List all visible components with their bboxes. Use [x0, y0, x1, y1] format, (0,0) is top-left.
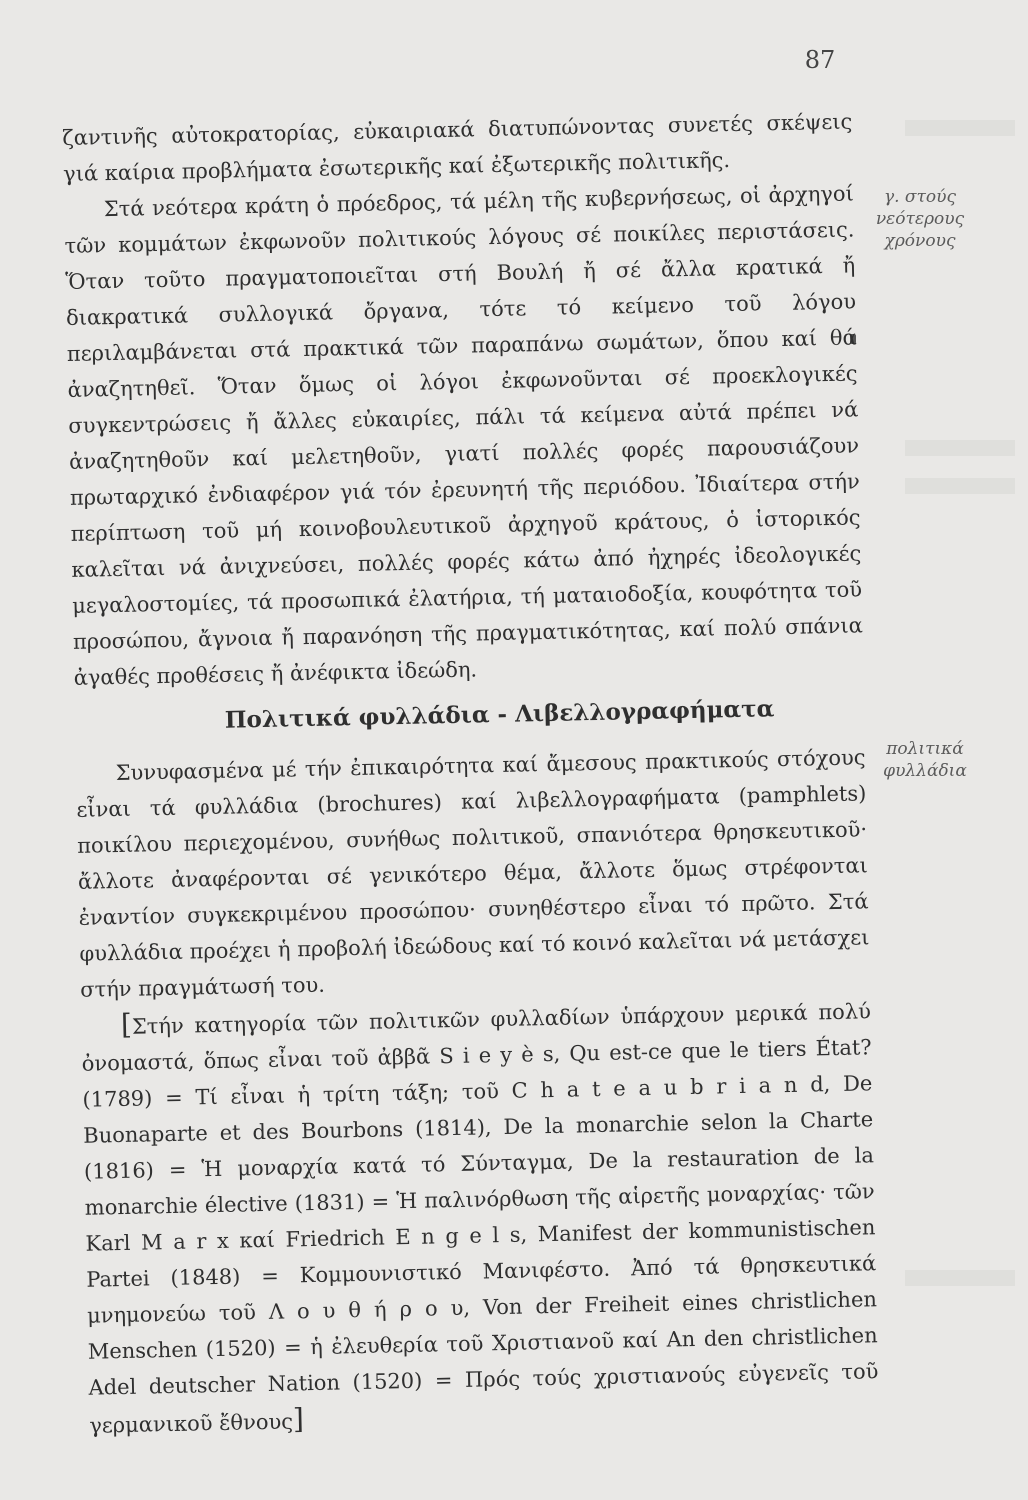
bleed-through-mark — [905, 1270, 1015, 1286]
margin-note-line: πολιτικά — [886, 739, 964, 759]
bleed-through-mark — [905, 120, 1015, 136]
margin-note-modern-times — [850, 186, 990, 252]
section-heading: Πολιτικά φυλλάδια - Λιβελλογραφήματα — [224, 695, 775, 734]
bleed-through-mark — [905, 440, 1015, 456]
paragraph-pamphlets-examples: [ Στήν κατηγορία τῶν πολιτικῶν φυλλαδίων ὑπάρχουν μερικά πολύ ὀνομαστά, ὅπως εἶναι τοῦ ἀββᾶ S i e y è s, Qu est-ce que le tiers État? (1789) = Τί εἶναι ἡ τρίτη τάξη; τοῦ C h a t e a u b r i a n d, De Buonaparte et des Bourbons (1814), De la monarchie selon la Charte (1816) = Ἡ μοναρχία κατά τό Σύνταγμα, De la restauration de la monarchie élective (1831) = Ἡ παλινόρθωση τῆς αἱρετῆς μοναρχίας· τῶν Karl M a r x καί Friedrich E n g e l s, Manifest der kommunistischen Partei (1848) = Κομμουνιστικό Μανιφέστο. Ἀπό τά θρησκευτικά μνημονεύω τοῦ Λ ο υ θ ή ρ ο υ, Von der Freiheit eines christlichen Menschen (1520) = ἡ ἐλευθερία τοῦ Χριστιανοῦ καί An den christlichen Adel deutscher Nation (1520) = Πρός τούς χριστιανούς εὐγενεῖς τοῦ γερμανικοῦ ἔθνους ] — [81, 991, 880, 1443]
bleed-through-mark — [905, 478, 1015, 494]
margin-note-line: νεότερους — [875, 209, 965, 229]
paragraph-byzantine-continuation: ζαντινῆς αὐτοκρατορίας, εὐκαιριακά διατυπώνοντας συνετές σκέψεις γιά καίρια προβλήματα ἐσωτερικῆς καί ἐξωτερικῆς πολιτικῆς. — [62, 109, 853, 186]
paragraph-pamphlets-intro: Συνυφασμένα μέ τήν ἐπικαιρότητα καί ἄμεσους πρακτικούς στόχους εἶναι τά φυλλάδια (brochures) καί λιβελλογραφήματα (pamphlets) ποικίλου περιεχομένου, συνήθως πολιτικοῦ, σπανιότερα θρησκευτικοῦ· ἄλλοτε ἀναφέρονται σέ γενικότερο θέμα, ἄλλοτε ὅμως στρέφονται ἐναντίον συγκεκριμένου προσώπου· συνηθέστερο εἶναι τό πρῶτο. Στά φυλλάδια προέχει ἡ προβολή ἰδεώδους καί τό κοινό καλεῖται νά μετάσχει στήν πραγμάτωσή του. — [76, 745, 870, 1002]
margin-note-line: χρόνους — [884, 231, 956, 251]
paragraph-modern-speeches: Στά νεότερα κράτη ὁ πρόεδρος, τά μέλη τῆς κυβερνήσεως, οἱ ἀρχηγοί τῶν κομμάτων ἐκφωνοῦν πολιτικούς λόγους σέ ποικίλες περιστάσεις. Ὅταν τοῦτο πραγματοποιεῖται στή Βουλή ἤ σέ ἄλλα κρατικά ἤ διακρατικά συλλογικά ὄργανα, τότε τό κείμενο τοῦ λόγου περιλαμβάνεται στά πρακτικά τῶν παραπάνω σωμάτων, ὅπου καί θά ἀναζητηθεῖ. Ὅταν ὅμως οἱ λόγοι ἐκφωνοῦνται σέ προεκλογικές συγκεντρώσεις ἤ ἄλλες εὐκαιρίες, πάλι τά κείμενα αὐτά πρέπει νά ἀναζητηθοῦν καί μελετηθοῦν, γιατί πολλές φορές παρουσιάζουν πρωταρχικό ἐνδιαφέρον γιά τόν ἐρευνητή τῆς περιόδου. Ἰδιαίτερα στήν περίπτωση τοῦ μή κοινοβουλευτικοῦ ἀρχηγοῦ κράτους, ὁ ἱστορικός καλεῖται νά ἀνιχνεύσει, πολλές φορές κάτω ἀπό ἠχηρές ἰδεολογικές μεγαλοστομίες, τά προσωπικά ἐλατήρια, τή ματαιοδοξία, κουφότητα τοῦ προσώπου, ἄγνοια ἤ παρανόηση τῆς πραγματικότητας, καί πολύ σπάνια ἀγαθές προθέσεις ἤ ἀνέφικτα ἰδεώδη. — [64, 181, 864, 690]
page-number: 87 — [804, 46, 836, 74]
margin-note-line: γ. στούς — [883, 187, 957, 207]
margin-note-line: φυλλάδια — [883, 761, 967, 781]
main-text-column — [62, 103, 880, 1443]
margin-note-pamphlets — [855, 738, 995, 782]
